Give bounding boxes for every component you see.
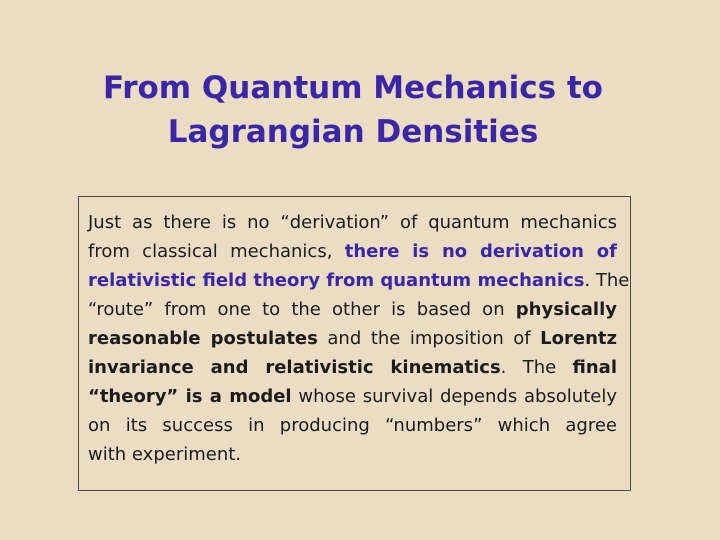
body-line-5-bold-1: reasonable postulates bbox=[88, 328, 318, 349]
slide-title-line-1: From Quantum Mechanics to bbox=[103, 70, 603, 106]
body-line-9-segment-1: with experiment. bbox=[88, 444, 242, 465]
body-line-8 bbox=[88, 411, 617, 440]
body-line-1-segment-1: Just as there is no “derivation” of quantum mechanics bbox=[88, 212, 617, 233]
body-line-3 bbox=[88, 266, 630, 295]
body-line-6-bold-2: final bbox=[572, 357, 617, 378]
body-line-2-segment-1: from classical mechanics, bbox=[88, 241, 345, 262]
body-line-3-emphasis: relativistic field theory from quantum mechanics bbox=[88, 270, 585, 291]
body-line-8-segment-1: on its success in producing “numbers” which agree bbox=[88, 415, 617, 436]
body-line-2-emphasis: there is no derivation of bbox=[344, 241, 618, 262]
body-line-7-bold: “theory” is a model bbox=[88, 386, 292, 407]
body-line-4-segment-1: “route” from one to the other is based on bbox=[88, 299, 516, 320]
body-line-5 bbox=[88, 324, 617, 353]
body-line-7 bbox=[88, 382, 617, 411]
body-line-4-bold: physically bbox=[515, 299, 617, 320]
body-line-6 bbox=[88, 353, 617, 382]
body-text-box bbox=[78, 196, 631, 491]
body-line-6-segment-2: . The bbox=[500, 357, 573, 378]
body-line-6-bold-1: invariance and relativistic kinematics bbox=[88, 357, 501, 378]
slide-title bbox=[40, 66, 666, 154]
body-line-5-bold-2: Lorentz bbox=[540, 328, 617, 349]
body-line-9 bbox=[88, 440, 617, 469]
body-line-1 bbox=[88, 208, 617, 237]
body-line-3-segment-2: . The bbox=[584, 270, 630, 291]
slide-title-line-2: Lagrangian Densities bbox=[167, 114, 539, 150]
body-paragraph bbox=[88, 208, 630, 469]
body-line-2 bbox=[88, 237, 617, 266]
body-line-4 bbox=[88, 295, 617, 324]
body-line-7-segment-2: whose survival depends absolutely bbox=[291, 386, 617, 407]
body-line-5-segment-2: and the imposition of bbox=[317, 328, 541, 349]
